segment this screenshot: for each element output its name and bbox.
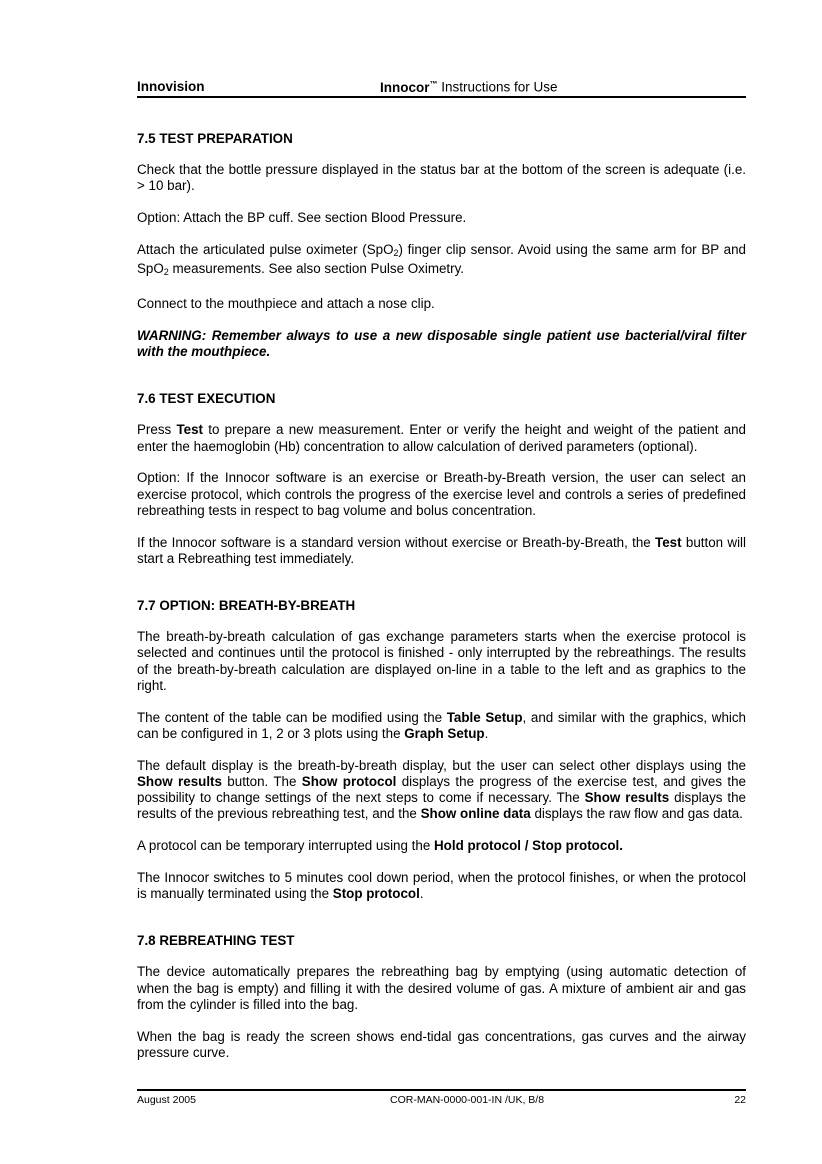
show-protocol-ref: Show protocol [301,773,397,789]
graph-setup-ref: Graph Setup [404,725,485,741]
paragraph: Check that the bottle pressure displayed in the status bar at the bottom of the screen is adequate (i.e. > 10 bar). [137,162,746,194]
paragraph: Option: Attach the BP cuff. See section Blood Pressure. [137,210,467,226]
hold-stop-protocol-ref: Hold protocol / Stop protocol. [434,838,623,854]
company-name: Innovision [137,79,205,94]
paragraph: If the Innocor software is a standard version without exercise or Breath-by-Breath, the Test button will start a Rebreathing test immediately. [137,534,746,566]
paragraph: Attach the articulated pulse oximeter (SpO$_2$) finger clip sensor. Avoid using the same arm for BP and SpO$_2$ measurements. See also section Pulse Oximetry. [137,242,746,278]
section-heading: 7.6 TEST EXECUTION [137,391,276,407]
document-title [380,79,558,95]
show-results-ref: Show results [137,773,222,789]
footer-date: August 2005 [137,1094,196,1106]
test-button-ref: Test [655,534,682,550]
show-results-ref: Show results [584,790,670,806]
table-setup-ref: Table Setup [446,709,523,725]
product-name: Innocor™ [380,79,438,95]
paragraph: The content of the table can be modified using the Table Setup, and similar with the graphics, which can be configured in 1, 2 or 3 plots using the Graph Setup. [137,709,747,741]
paragraph: The Innocor switches to 5 minutes cool down period, when the protocol finishes, or when the protocol is manually terminated using the Stop protocol. [137,869,746,902]
page-number: 22 [734,1094,746,1106]
page-footer [137,1089,746,1106]
section-7-8 [137,933,746,1061]
section-7-5 [137,131,746,360]
paragraph: Press Test to prepare a new measurement. Enter or verify the height and weight of the patient and enter the haemoglobin (Hb) concentration to allow calculation of derived parameters (optional). [137,422,746,454]
paragraph: Connect to the mouthpiece and attach a nose clip. [137,296,435,311]
section-heading: 7.8 REBREATHING TEST [137,933,295,949]
paragraph: When the bag is ready the screen shows end-tidal gas concentrations, gas curves and the airway pressure curve. [137,1028,746,1060]
page-content [137,131,746,1077]
section-7-6 [137,391,746,567]
section-heading: 7.7 OPTION: BREATH-BY-BREATH [137,598,356,614]
paragraph: The breath-by-breath calculation of gas exchange parameters starts when the exercise protocol is selected and continues until the protocol is finished - only interrupted by the rebreathings. The results of the breath-by-breath calculation are displayed on-line in a table to the left and as graphics to the right. [137,629,746,693]
section-7-7 [137,598,746,902]
page-header [137,78,746,98]
trademark-symbol: ™ [429,79,438,88]
paragraph: A protocol can be temporary interrupted using the Hold protocol / Stop protocol. [137,838,623,854]
paragraph: Option: If the Innocor software is an exercise or Breath-by-Breath version, the user can select an exercise protocol, which controls the progress of the exercise level and controls a series of predefined rebreathing tests in respect to bag volume and bolus concentration. [137,470,746,518]
stop-protocol-ref: Stop protocol [332,886,420,902]
section-heading: 7.5 TEST PREPARATION [137,131,293,146]
test-button-ref: Test [176,422,204,438]
warning-text: WARNING: Remember always to use a new disposable single patient use bacterial/viral filter with the mouthpiece. [137,327,746,359]
document-reference: COR-MAN-0000-001-IN /UK, B/8 [390,1094,545,1106]
paragraph: The default display is the breath-by-breath display, but the user can select other displays using the Show results button. The Show protocol displays the progress of the exercise test, and gives the possibility to change settings of the next steps to come if necessary. The Show results displays the results of the previous rebreathing test, and the Show online data displays the raw flow and gas data. [137,757,746,822]
show-online-data-ref: Show online data [420,806,531,822]
document-subtitle: Instructions for Use [437,79,558,95]
paragraph: The device automatically prepares the rebreathing bag by emptying (using automatic detection of when the bag is empty) and filling it with the desired volume of gas. A mixture of ambient air and gas from the cylinder is filled into the bag. [137,964,746,1012]
